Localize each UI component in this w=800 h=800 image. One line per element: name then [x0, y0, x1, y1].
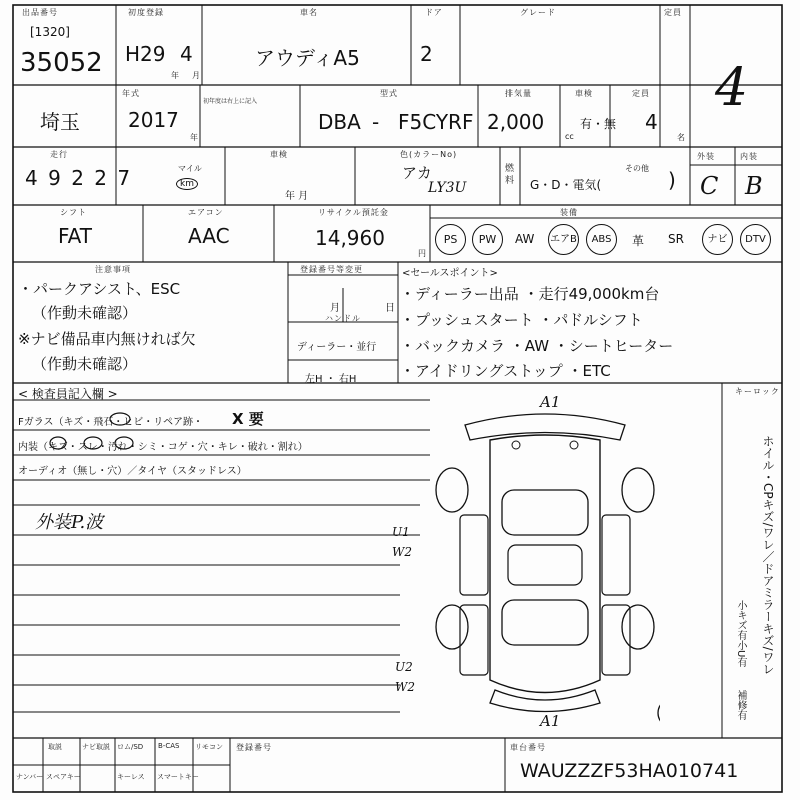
equip-aw: AW	[515, 232, 535, 246]
recycle-fee: 14,960	[315, 226, 385, 250]
inspection-flags: 有・無	[580, 117, 617, 131]
fuel-close: )	[668, 168, 676, 192]
car-name: アウディA5	[255, 46, 360, 70]
reg-change-month: 月	[330, 303, 340, 314]
diagram-mark-rear: A1	[540, 712, 561, 730]
note-line: （作動未確認）	[32, 355, 138, 373]
equip-leather: 革	[632, 234, 645, 248]
shift-value: FAT	[58, 224, 93, 248]
diagram-mark: U1	[392, 525, 410, 539]
label-grade: グレード	[520, 8, 556, 17]
venue-code: [1320]	[30, 25, 70, 39]
label-car-name: 車名	[300, 8, 318, 17]
mileage-digit: 7	[117, 166, 133, 190]
label-manual: 取説	[48, 743, 62, 751]
diagram-mark: W2	[392, 545, 412, 559]
label-lot-no: 出品番号	[22, 8, 58, 17]
label-spare-key: スペアキー	[46, 773, 81, 781]
model-code-dash: -	[372, 110, 380, 134]
label-first-registration: 初度登録	[128, 8, 164, 17]
model-year-hint: 初年度は右上に記入	[203, 98, 258, 105]
sales-point: ・バックカメラ ・AW ・シートヒーター	[400, 337, 674, 355]
label-doors: ドア	[425, 8, 443, 17]
handwritten-note: 外装P.波	[35, 512, 104, 533]
label-capacity-top: 定員	[664, 8, 682, 17]
right-small-note: 補修有	[735, 690, 746, 720]
lot-number: 35052	[20, 48, 103, 78]
label-bcas: B-CAS	[158, 742, 180, 750]
equip-pw: PW	[472, 224, 503, 255]
interior-grade: B	[745, 172, 763, 200]
label-reg-changes: 登録番号等変更	[300, 265, 363, 274]
label-inspector: < 検査員記入欄 >	[18, 387, 118, 401]
ac-value: AAC	[188, 224, 230, 248]
steering-side: 左H ・ 右H	[305, 374, 357, 385]
label-fuel: 燃料	[505, 164, 515, 186]
label-model-year: 年式	[122, 89, 140, 98]
auction-score: 4	[715, 58, 749, 118]
label-number-plate: ナンバー	[16, 773, 44, 781]
label-ac: エアコン	[188, 208, 224, 217]
diagram-mark: U2	[395, 660, 413, 674]
label-exterior: 外装	[697, 152, 715, 161]
model-code: F5CYRF	[398, 110, 474, 134]
mileage-digit: 2	[71, 166, 86, 190]
sales-point: ・アイドリングストップ ・ETC	[400, 362, 611, 380]
model-code-prefix: DBA	[318, 110, 361, 134]
yen-unit: 円	[418, 249, 426, 258]
label-color: 色(カラーNo)	[400, 150, 458, 159]
equip-sunroof: SR	[668, 232, 684, 246]
capacity: 4	[645, 110, 658, 134]
fuel-other: その他	[625, 164, 649, 173]
diagram-mark-front: A1	[540, 393, 561, 411]
exterior-grade: C	[700, 172, 719, 200]
km-unit-circled: km	[176, 178, 198, 190]
inspector-glass: Fガラス（キズ・飛石・ヒビ・リペア跡・	[18, 417, 204, 428]
note-line: （作動未確認）	[32, 304, 138, 322]
car-damage-diagram	[430, 395, 660, 730]
sales-point: ・プッシュスタート ・パドルシフト	[400, 311, 643, 329]
label-mileage: 走行	[50, 150, 68, 159]
mileage-digit: 9	[48, 166, 63, 190]
first-registration-era: H29	[125, 42, 166, 66]
glass-mark: X 要	[232, 410, 264, 428]
inspection-expiry-blank: 年 月	[285, 191, 309, 202]
equip-dtv: DTV	[740, 224, 771, 255]
mile-unit: マイル	[178, 164, 202, 173]
reg-change-day: 日	[385, 303, 395, 314]
year-unit: 年	[171, 71, 179, 80]
label-smart-key: スマートキー	[157, 773, 199, 781]
inspector-interior: 内装（キズ・スレ・汚れ・シミ・コゲ・穴・キレ・破れ・割れ）	[18, 442, 308, 453]
label-recycle: リサイクル預託金	[318, 208, 389, 217]
right-small-note: 小キズ有	[735, 600, 746, 640]
label-displacement: 排気量	[505, 89, 532, 98]
cc-unit: cc	[565, 132, 574, 141]
label-sales-points: <セールスポイント>	[402, 268, 498, 279]
label-shift: シフト	[60, 208, 87, 217]
label-rom: ロム/SD	[117, 743, 144, 751]
prefecture: 埼玉	[40, 110, 80, 134]
diagram-mark: W2	[395, 680, 415, 694]
equip-ps: PS	[435, 224, 466, 255]
note-line: ・パークアシスト、ESC	[18, 280, 181, 298]
right-vertical-notes: ホイル・CPキズ/ワレ／ドアミラーキズ/ワレ	[761, 435, 775, 675]
fuel-options: G・D・電気(	[530, 178, 602, 192]
label-interior: 内装	[740, 152, 758, 161]
mileage-digit: 2	[94, 166, 110, 190]
equip-navi: ナビ	[702, 224, 733, 255]
steering-dealer: ディーラー・並行	[297, 342, 377, 353]
label-notes: 注意事項	[95, 265, 131, 274]
color-name: アカ	[402, 164, 432, 182]
first-registration-month: 4	[180, 42, 193, 66]
label-chassis-no: 車台番号	[510, 743, 546, 752]
color-code: LY3U	[428, 180, 467, 196]
label-keys: キーロック	[735, 387, 780, 396]
label-capacity: 定員	[632, 89, 650, 98]
displacement: 2,000	[487, 110, 545, 134]
model-year: 2017	[128, 108, 179, 132]
label-keyless: キーレス	[117, 773, 145, 781]
label-model-code: 型式	[380, 89, 398, 98]
equip-airbag: エアB	[548, 224, 579, 255]
label-reg-no: 登録番号	[236, 743, 272, 752]
label-inspection: 車検	[575, 89, 593, 98]
label-navi-manual: ナビ取説	[82, 743, 110, 751]
month-unit: 月	[192, 71, 200, 80]
label-inspection-expiry: 車検	[270, 150, 288, 159]
label-equipment: 装備	[560, 208, 578, 217]
doors-value: 2	[420, 42, 433, 66]
mileage-digit: 4	[25, 166, 40, 190]
chassis-number: WAUZZZF53HA010741	[520, 760, 739, 782]
model-year-unit: 年	[190, 133, 198, 142]
inspector-audio-tires: オーディオ（無し・穴）／タイヤ（スタッドレス）	[18, 466, 247, 477]
equip-abs: ABS	[586, 224, 617, 255]
note-line: ※ナビ備品車内無ければ欠	[18, 330, 196, 348]
right-small-note: 小U有	[735, 640, 746, 668]
label-steering: ハンドル	[325, 314, 361, 323]
label-remote: リモコン	[195, 743, 223, 751]
sales-point: ・ディーラー出品 ・走行49,000km台	[400, 285, 660, 303]
capacity-unit: 名	[677, 133, 685, 142]
